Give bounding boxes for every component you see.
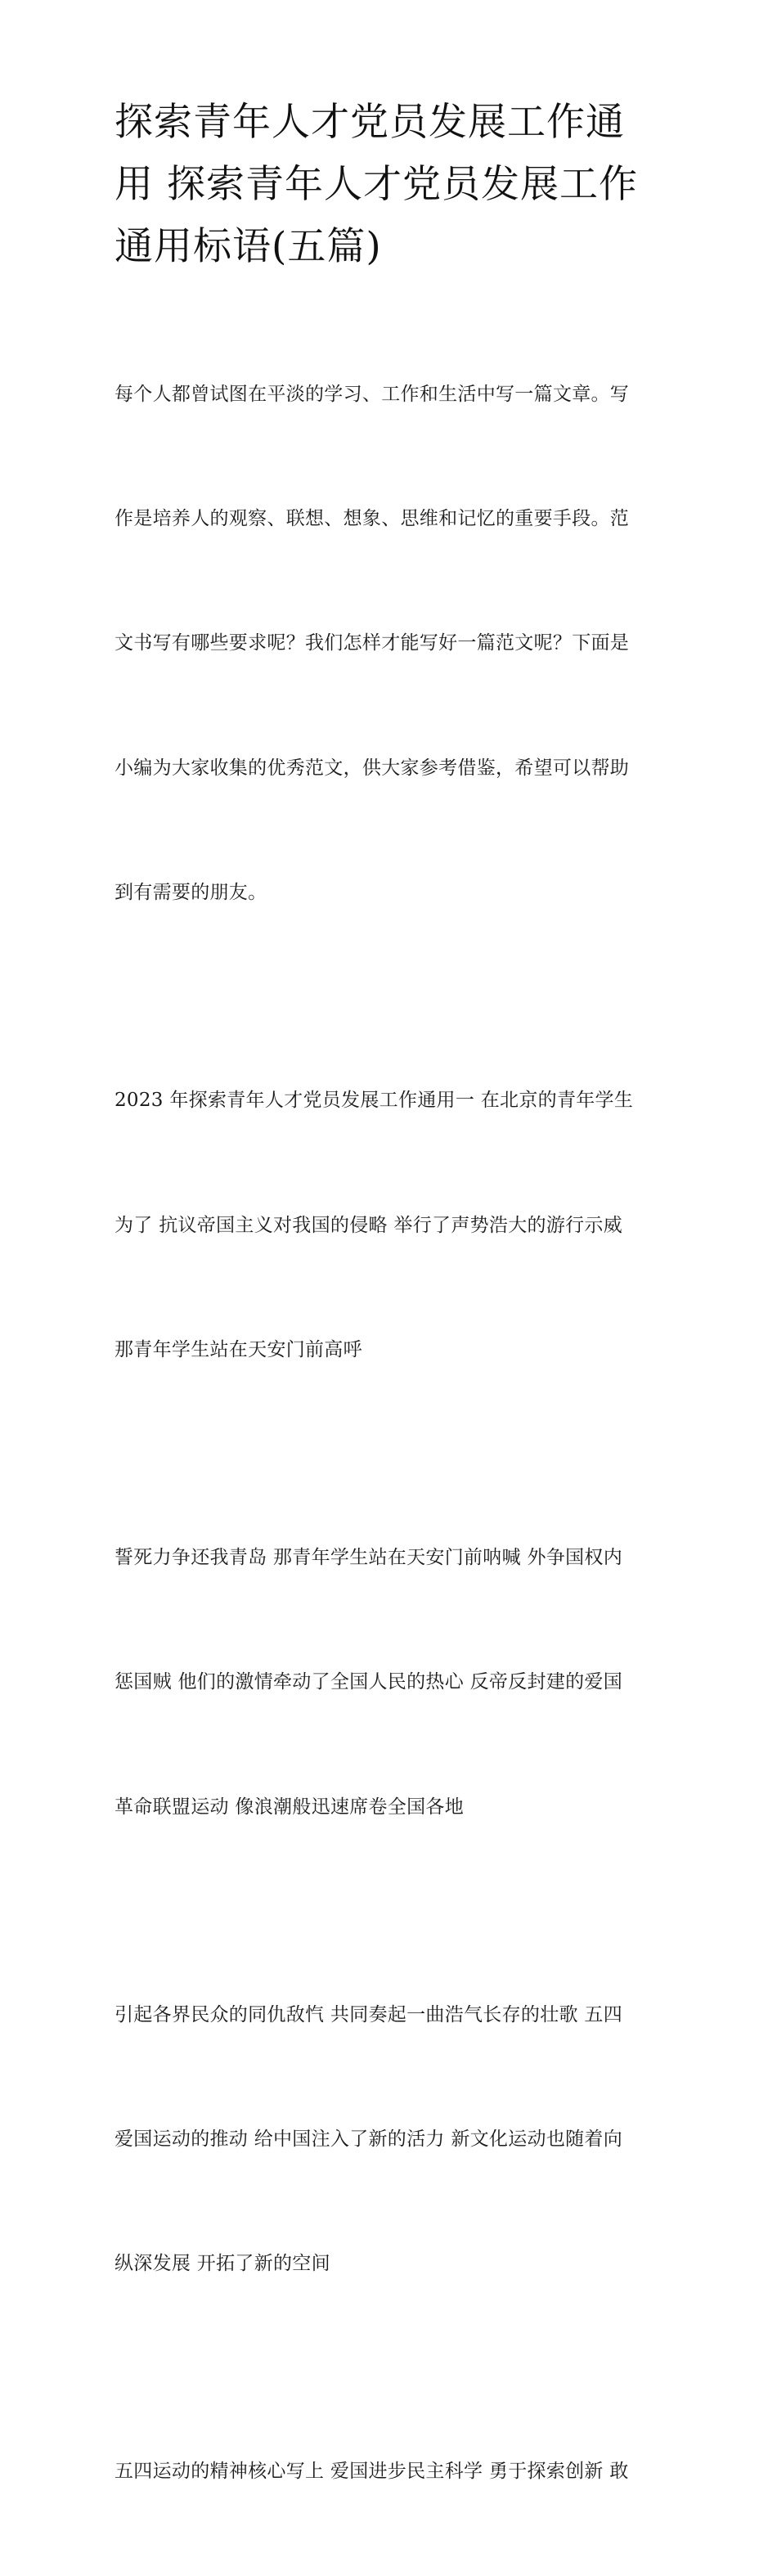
text-line: 2023 年探索青年人才党员发展工作通用一 在北京的青年学生 <box>115 1090 634 1112</box>
text-line: 革命联盟运动 像浪潮般迅速席卷全国各地 <box>115 1796 465 1818</box>
text-line: 五四运动的精神核心写上 爱国进步民主科学 勇于探索创新 敢 <box>115 2461 629 2483</box>
body-paragraph <box>115 997 671 1454</box>
text-line: 小编为大家收集的优秀范文，供大家参考借鉴，希望可以帮助 <box>115 757 630 779</box>
body-paragraph <box>115 2368 671 2576</box>
text-line: 作是培养人的观察、联想、想象、思维和记忆的重要手段。范 <box>115 507 630 529</box>
title-line: 用 探索青年人才党员发展工作 <box>115 162 638 207</box>
text-line: 惩国贼 他们的激情牵动了全国人民的热心 反帝反封建的爱国 <box>115 1671 623 1693</box>
text-line: 为了 抗议帝国主义对我国的侵略 举行了声势浩大的游行示威 <box>115 1214 623 1236</box>
intro-paragraph <box>115 290 671 997</box>
text-line: 誓死力争还我青岛 那青年学生站在天安门前呐喊 外争国权内 <box>115 1546 623 1568</box>
body-paragraph <box>115 1454 671 1911</box>
text-line: 纵深发展 开拓了新的空间 <box>115 2253 330 2275</box>
text-line: 每个人都曾试图在平淡的学习、工作和生活中写一篇文章。写 <box>115 383 630 405</box>
document-body <box>115 290 671 2576</box>
text-line: 引起各界民众的同仇敌忾 共同奏起一曲浩气长存的壮歌 五四 <box>115 2003 623 2025</box>
text-line: 文书写有哪些要求呢？我们怎样才能写好一篇范文呢？下面是 <box>115 632 630 654</box>
text-line: 爱国运动的推动 给中国注入了新的活力 新文化运动也随着向 <box>115 2129 623 2151</box>
title-line: 探索青年人才党员发展工作通 <box>115 100 625 145</box>
body-paragraph <box>115 1911 671 2368</box>
text-line: 那青年学生站在天安门前高呼 <box>115 1338 362 1360</box>
text-line: 到有需要的朋友。 <box>115 882 267 904</box>
document-title <box>115 92 671 278</box>
title-line: 通用标语(五篇) <box>115 224 382 269</box>
